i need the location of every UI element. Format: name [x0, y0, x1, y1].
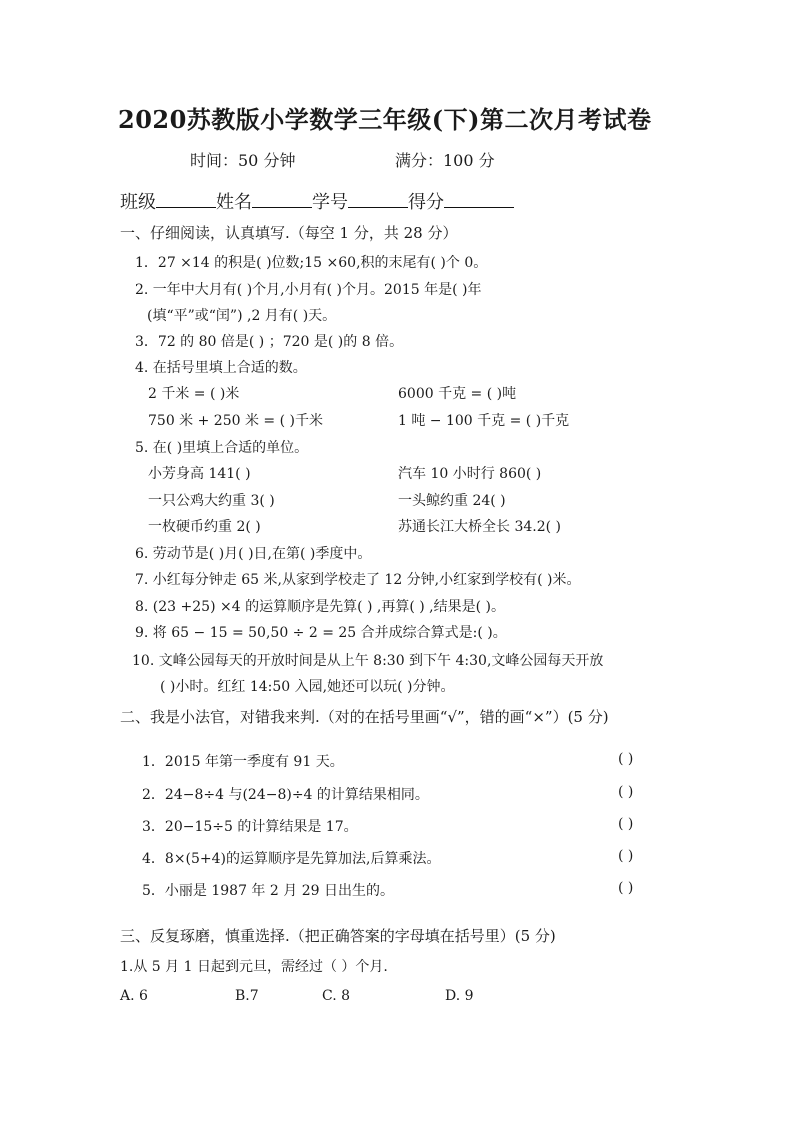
- judge-item-2: 2．24−8÷4 与(24−8)÷4 的计算结果相同。: [142, 787, 429, 803]
- q1-3: 3．72 的 80 倍是( ) ；720 是( )的 8 倍。: [135, 334, 404, 350]
- q1-4d: 1 吨 − 100 千克 = ( )千克: [398, 413, 570, 429]
- score-label: 满分：100 分: [395, 151, 495, 170]
- judge-paren-4[interactable]: ( ): [618, 848, 634, 864]
- choice-option-a[interactable]: A. 6: [120, 988, 148, 1004]
- section3-heading: 三、反复琢磨，慎重选择.（把正确答案的字母填在括号里）(5 分): [120, 927, 556, 945]
- q1-10b: ( )小时。红红 14:50 入园,她还可以玩( )分钟。: [160, 679, 455, 695]
- number-blank[interactable]: [348, 206, 408, 208]
- judge-paren-2[interactable]: ( ): [618, 784, 634, 800]
- judge-paren-5[interactable]: ( ): [618, 880, 634, 896]
- q1-4c: 750 米 + 250 米 = ( )千米: [148, 413, 323, 429]
- q1-5: 5. 在( )里填上合适的单位。: [135, 440, 309, 456]
- name-blank[interactable]: [252, 206, 312, 208]
- q1-4: 4. 在括号里填上合适的数。: [135, 360, 307, 376]
- q1-8: 8. (23 +25) ×4 的运算顺序是先算( ) ,再算( ) ,结果是( )。: [135, 599, 506, 615]
- q1-5d: 一头鲸约重 24( ): [398, 493, 506, 509]
- judge-paren-3[interactable]: ( ): [618, 816, 634, 832]
- choice-q1: 1.从 5 月 1 日起到元旦，需经过（ ）个月.: [120, 959, 388, 975]
- choice-option-d[interactable]: D. 9: [445, 988, 474, 1004]
- class-label: 班级: [120, 192, 156, 213]
- q1-10a: 10. 文峰公园每天的开放时间是从上午 8:30 到下午 4:30,文峰公园每天开放: [132, 653, 604, 669]
- q1-5c: 一只公鸡大约重 3( ): [148, 493, 275, 509]
- judge-item-4: 4．8×(5+4)的运算顺序是先算加法,后算乘法。: [142, 851, 441, 867]
- q1-5f: 苏通长江大桥全长 34.2( ): [398, 519, 561, 535]
- score-blank[interactable]: [444, 206, 514, 208]
- q1-5a: 小芳身高 141( ): [148, 466, 251, 482]
- q1-7: 7. 小红每分钟走 65 米,从家到学校走了 12 分钟,小红家到学校有( )米。: [135, 572, 581, 588]
- q1-5b: 汽车 10 小时行 860( ): [398, 466, 542, 482]
- q1-5e: 一枚硬币约重 2( ): [148, 519, 261, 535]
- judge-paren-1[interactable]: ( ): [618, 751, 634, 767]
- judge-item-5: 5．小丽是 1987 年 2 月 29 日出生的。: [142, 883, 394, 899]
- q1-9: 9. 将 65 − 15 = 50,50 ÷ 2 = 25 合并成综合算式是:( )。: [135, 625, 507, 641]
- q1-1: 1．27 ×14 的积是( )位数;15 ×60,积的末尾有( )个 0。: [135, 255, 488, 271]
- judge-item-1: 1．2015 年第一季度有 91 天。: [142, 754, 344, 770]
- q1-4a: 2 千米 = ( )米: [148, 386, 240, 402]
- time-label: 时间：50 分钟: [190, 151, 296, 170]
- q1-6: 6. 劳动节是( )月( )日,在第( )季度中。: [135, 546, 372, 562]
- choice-option-c[interactable]: C. 8: [322, 988, 351, 1004]
- name-label: 姓名: [216, 192, 252, 213]
- q1-2a: 2. 一年中大月有( )个月,小月有( )个月。2015 年是( )年: [135, 282, 482, 298]
- choice-option-b[interactable]: B.7: [235, 988, 259, 1004]
- page-title: 2020苏教版小学数学三年级(下)第二次月考试卷: [118, 105, 652, 134]
- section1-heading: 一、仔细阅读，认真填写.（每空 1 分，共 28 分）: [120, 224, 458, 242]
- student-info-row: [120, 188, 514, 214]
- q1-2b: (填“平”或“闰”) ,2 月有( )天。: [147, 308, 337, 324]
- q1-4b: 6000 千克 = ( )吨: [398, 386, 517, 402]
- class-blank[interactable]: [156, 206, 216, 208]
- score-label-info: 得分: [408, 192, 444, 213]
- number-label: 学号: [312, 192, 348, 213]
- judge-item-3: 3．20−15÷5 的计算结果是 17。: [142, 819, 358, 835]
- section2-heading: 二、我是小法官，对错我来判.（对的在括号里画“√”，错的画“×”）(5 分): [120, 708, 609, 726]
